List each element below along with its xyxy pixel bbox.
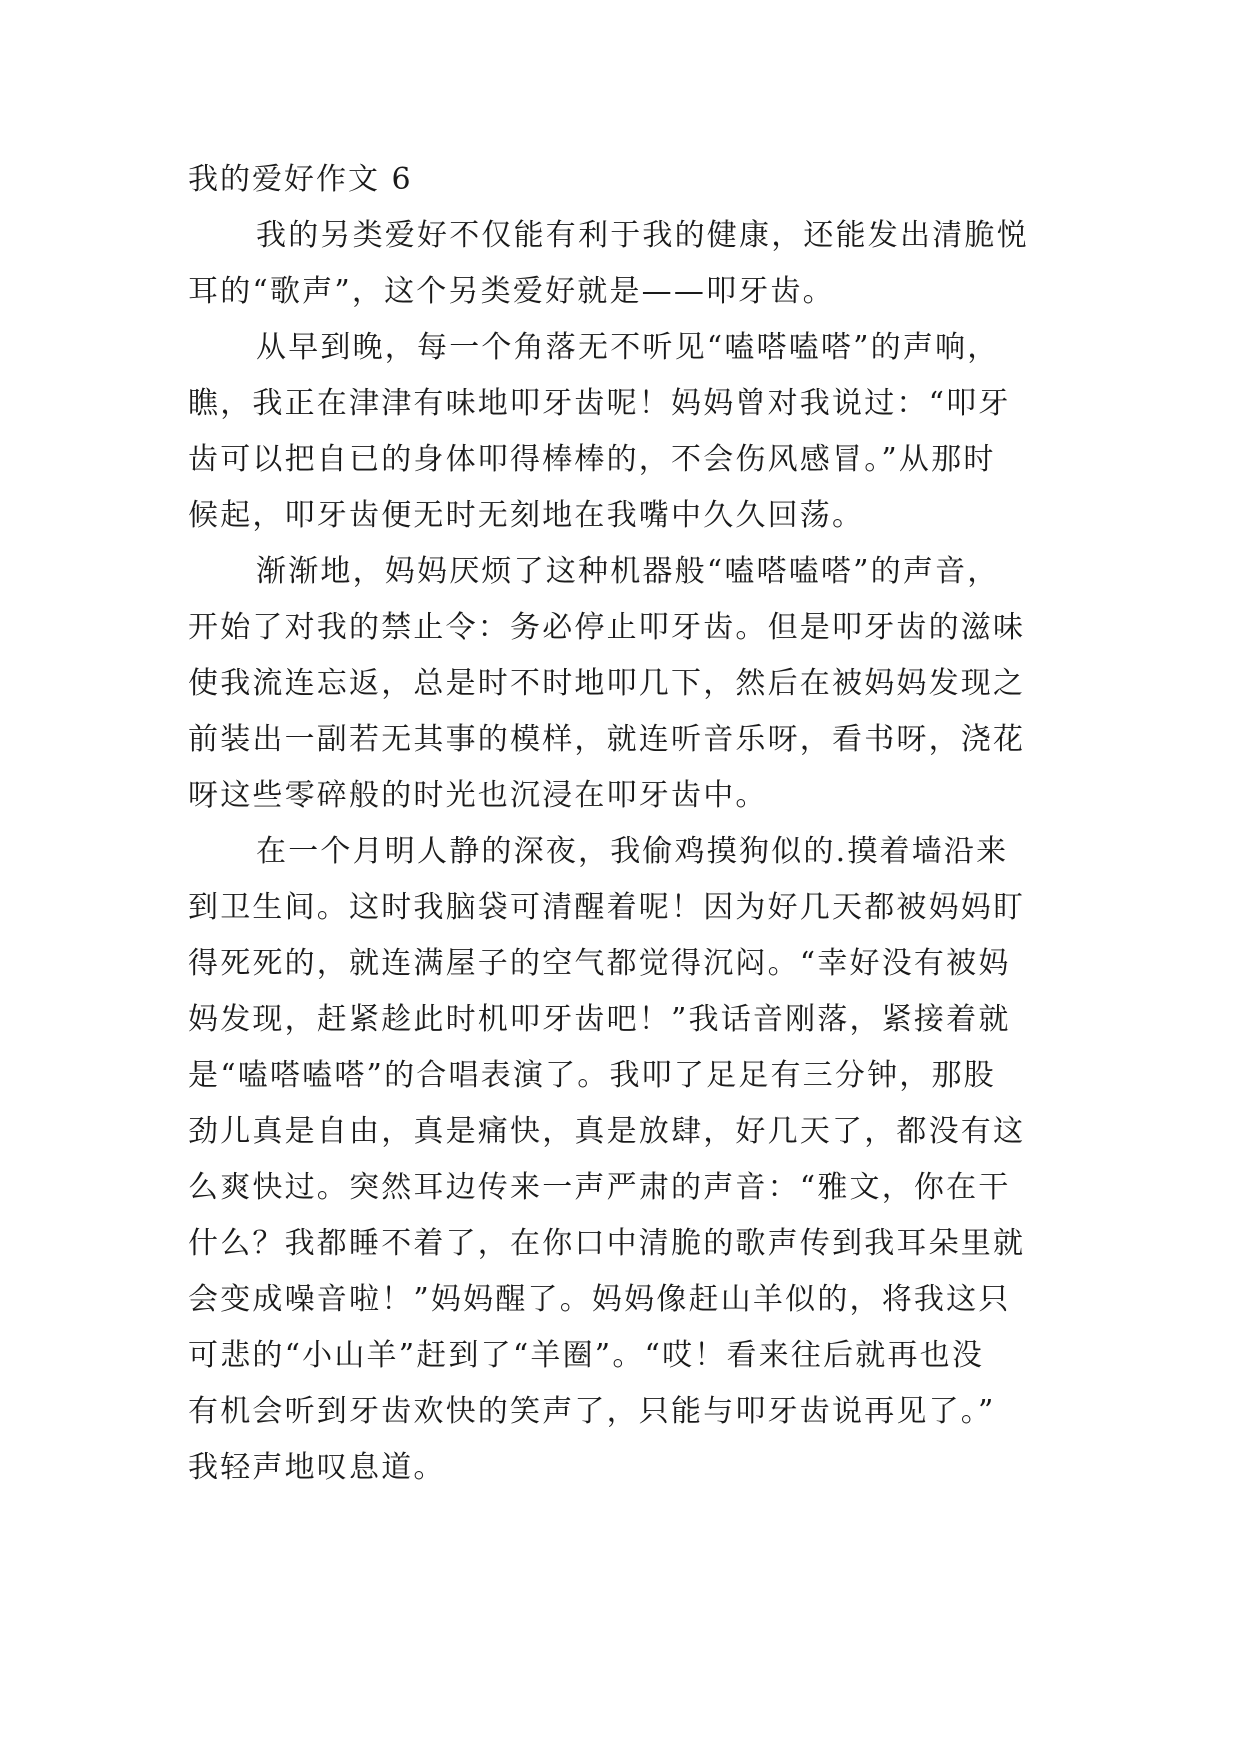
paragraph-4-line-8: 什么？我都睡不着了，在你口中清脆的歌声传到我耳朵里就 [188,1226,1026,1261]
paragraph-2-line-3: 齿可以把自已的身体叩得棒棒的，不会伤风感冒。”从那时 [188,442,996,477]
paragraph-2-line-2: 瞧，我正在津津有味地叩牙齿呢！妈妈曾对我说过：“叩牙 [188,386,1011,421]
paragraph-1-line-2: 耳的“歌声”，这个另类爱好就是——叩牙齿。 [188,274,835,309]
paragraph-3-line-4: 前装出一副若无其事的模样，就连听音乐呀，看书呀，浇花 [188,722,1026,757]
paragraph-4-line-4: 妈发现，赶紧趁此时机叩牙齿吧！”我话音刚落，紧接着就 [188,1002,1011,1037]
paragraph-2-line-4: 候起，叩牙齿便无时无刻地在我嘴中久久回荡。 [188,498,865,533]
paragraph-3-line-5: 呀这些零碎般的时光也沉浸在叩牙齿中。 [188,778,768,813]
paragraph-4-line-1: 在一个月明人静的深夜，我偷鸡摸狗似的.摸着墙沿来 [256,834,1009,869]
paragraph-2-line-1: 从早到晚，每一个角落无不听见“嗑嗒嗑嗒”的声响， [256,330,1000,365]
paragraph-3-line-1: 渐渐地，妈妈厌烦了这种机器般“嗑嗒嗑嗒”的声音， [256,554,1000,589]
paragraph-4-line-2: 到卫生间。这时我脑袋可清醒着呢！因为好几天都被妈妈盯 [188,890,1026,925]
paragraph-4-line-3: 得死死的，就连满屋子的空气都觉得沉闷。“幸好没有被妈 [188,946,1011,981]
document-title: 我的爱好作文 6 [188,162,413,197]
paragraph-4-line-9: 会变成噪音啦！”妈妈醒了。妈妈像赶山羊似的，将我这只 [188,1282,1011,1317]
paragraph-1-line-1: 我的另类爱好不仅能有利于我的健康，还能发出清脆悦 [256,218,1029,253]
paragraph-3-line-3: 使我流连忘返，总是时不时地叩几下，然后在被妈妈发现之 [188,666,1026,701]
paragraph-4-line-6: 劲儿真是自由，真是痛快，真是放肆，好几天了，都没有这 [188,1114,1026,1149]
paragraph-4-line-5: 是“嗑嗒嗑嗒”的合唱表演了。我叩了足足有三分钟，那股 [188,1058,996,1093]
paragraph-4-line-11: 有机会听到牙齿欢快的笑声了，只能与叩牙齿说再见了。” [188,1394,996,1429]
paragraph-3-line-2: 开始了对我的禁止令：务必停止叩牙齿。但是叩牙齿的滋味 [188,610,1026,645]
paragraph-4-line-7: 么爽快过。突然耳边传来一声严肃的声音：“雅文，你在干 [188,1170,1011,1205]
paragraph-4-line-12: 我轻声地叹息道。 [188,1450,446,1485]
paragraph-4-line-10: 可悲的“小山羊”赶到了“羊圈”。“哎！看来往后就再也没 [188,1338,985,1373]
